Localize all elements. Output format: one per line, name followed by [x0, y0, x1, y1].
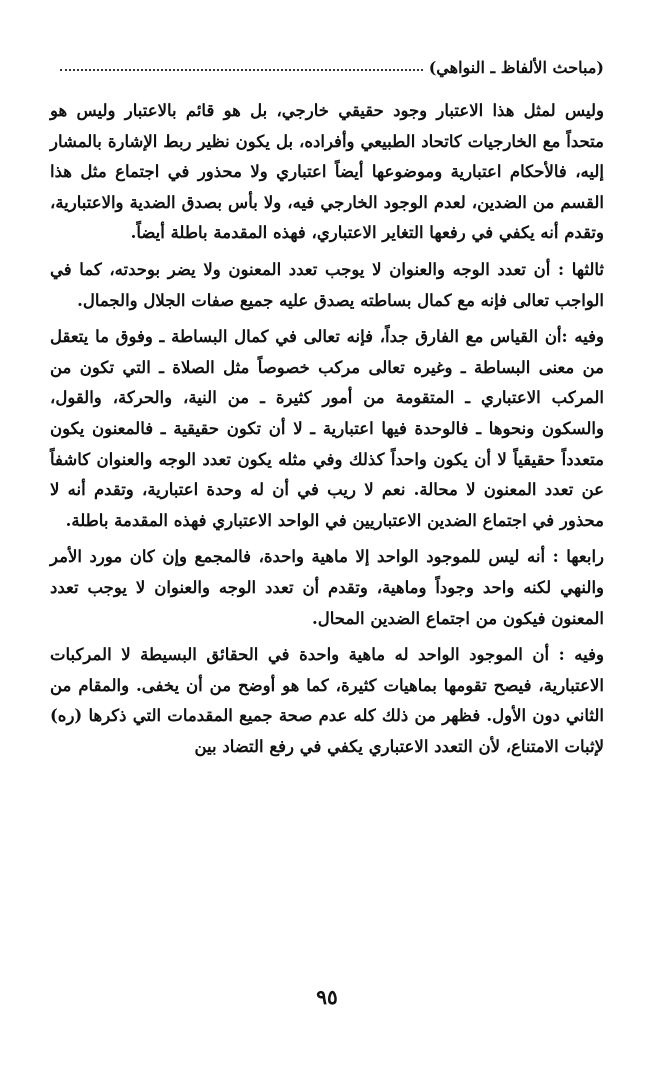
paragraph: وفيه :أن القياس مع الفارق جداً، فإنه تعالى في كمال البساطة ـ وفوق ما يتعقل من معنى البساطة ـ وغيره تعالى مركب خصوصاً مثل الصلاة ـ التي تكون من المركب الاعتباري ـ المتقومة من أمور كثيرة ـ من النية، والحركة، والقول، والسكون ونحوها ـ فالوحدة فيها اعتبارية ـ لا أن تكون حقيقية ـ فالمعنون يكون متعدداً حقيقياً لا أن يكون واحداً كذلك وفي مثله يكون تعدد الوجه والعنوان كاشفاً عن تعدد المعنون لا محالة. نعم لا ريب في أن له وحدة اعتبارية، وتقدم أنه لا محذور في اجتماع الضدين الاعتباريين في الواحد الاعتباري فهذه المقدمة باطلة.	[50, 327, 604, 530]
paragraph: رابعها : أنه ليس للموجود الواحد إلا ماهية واحدة، فالمجمع وإن كان مورد الأمر والنهي لكنه واحد وجوداً وماهية، وتقدم أن تعدد الوجه والعنوان لا يوجب تعدد المعنون فيكون من اجتماع الضدين المحال.	[50, 547, 604, 628]
running-header	[60, 52, 604, 82]
paragraph: وليس لمثل هذا الاعتبار وجود حقيقي خارجي، بل هو قائم بالاعتبار وليس هو متحداً مع الخارجيات كاتحاد الطبيعي وأفراده، بل يكون نظير ربط الإشارة بالمشار إليه، فالأحكام اعتبارية وموضوعها أيضاً اعتباري ولا محذور في اجتماع مثل هذا القسم من الضدين، لعدم الوجود الخارجي فيه، ولا بأس بصدق الضدية والاعتبارية، وتقدم أنه يكفي في رفعها التغاير الاعتباري، فهذه المقدمة باطلة أيضاً.	[50, 101, 604, 243]
header-title: (مباحث الألفاظ ـ النواهي)	[428, 57, 604, 77]
page-number: ٩٥	[316, 985, 338, 1009]
page-body	[50, 96, 604, 768]
paragraph: ثالثها : أن تعدد الوجه والعنوان لا يوجب تعدد المعنون ولا يضر بوحدته، كما في الواجب تعالى فإنه مع كمال بساطته يصدق عليه جميع صفات الجلال والجمال.	[50, 259, 604, 310]
paragraph: وفيه : أن الموجود الواحد له ماهية واحدة في الحقائق البسيطة لا المركبات الاعتبارية، فيصح تقومها بماهيات كثيرة، كما هو أوضح من أن يخفى. والمقام من الثاني دون الأول. فظهر من ذلك كله عدم صحة جميع المقدمات التي ذكرها (ره) لإثبات الامتناع، لأن التعدد الاعتباري يكفي في رفع التضاد بين	[50, 645, 604, 756]
header-dotted-rule	[60, 69, 423, 71]
